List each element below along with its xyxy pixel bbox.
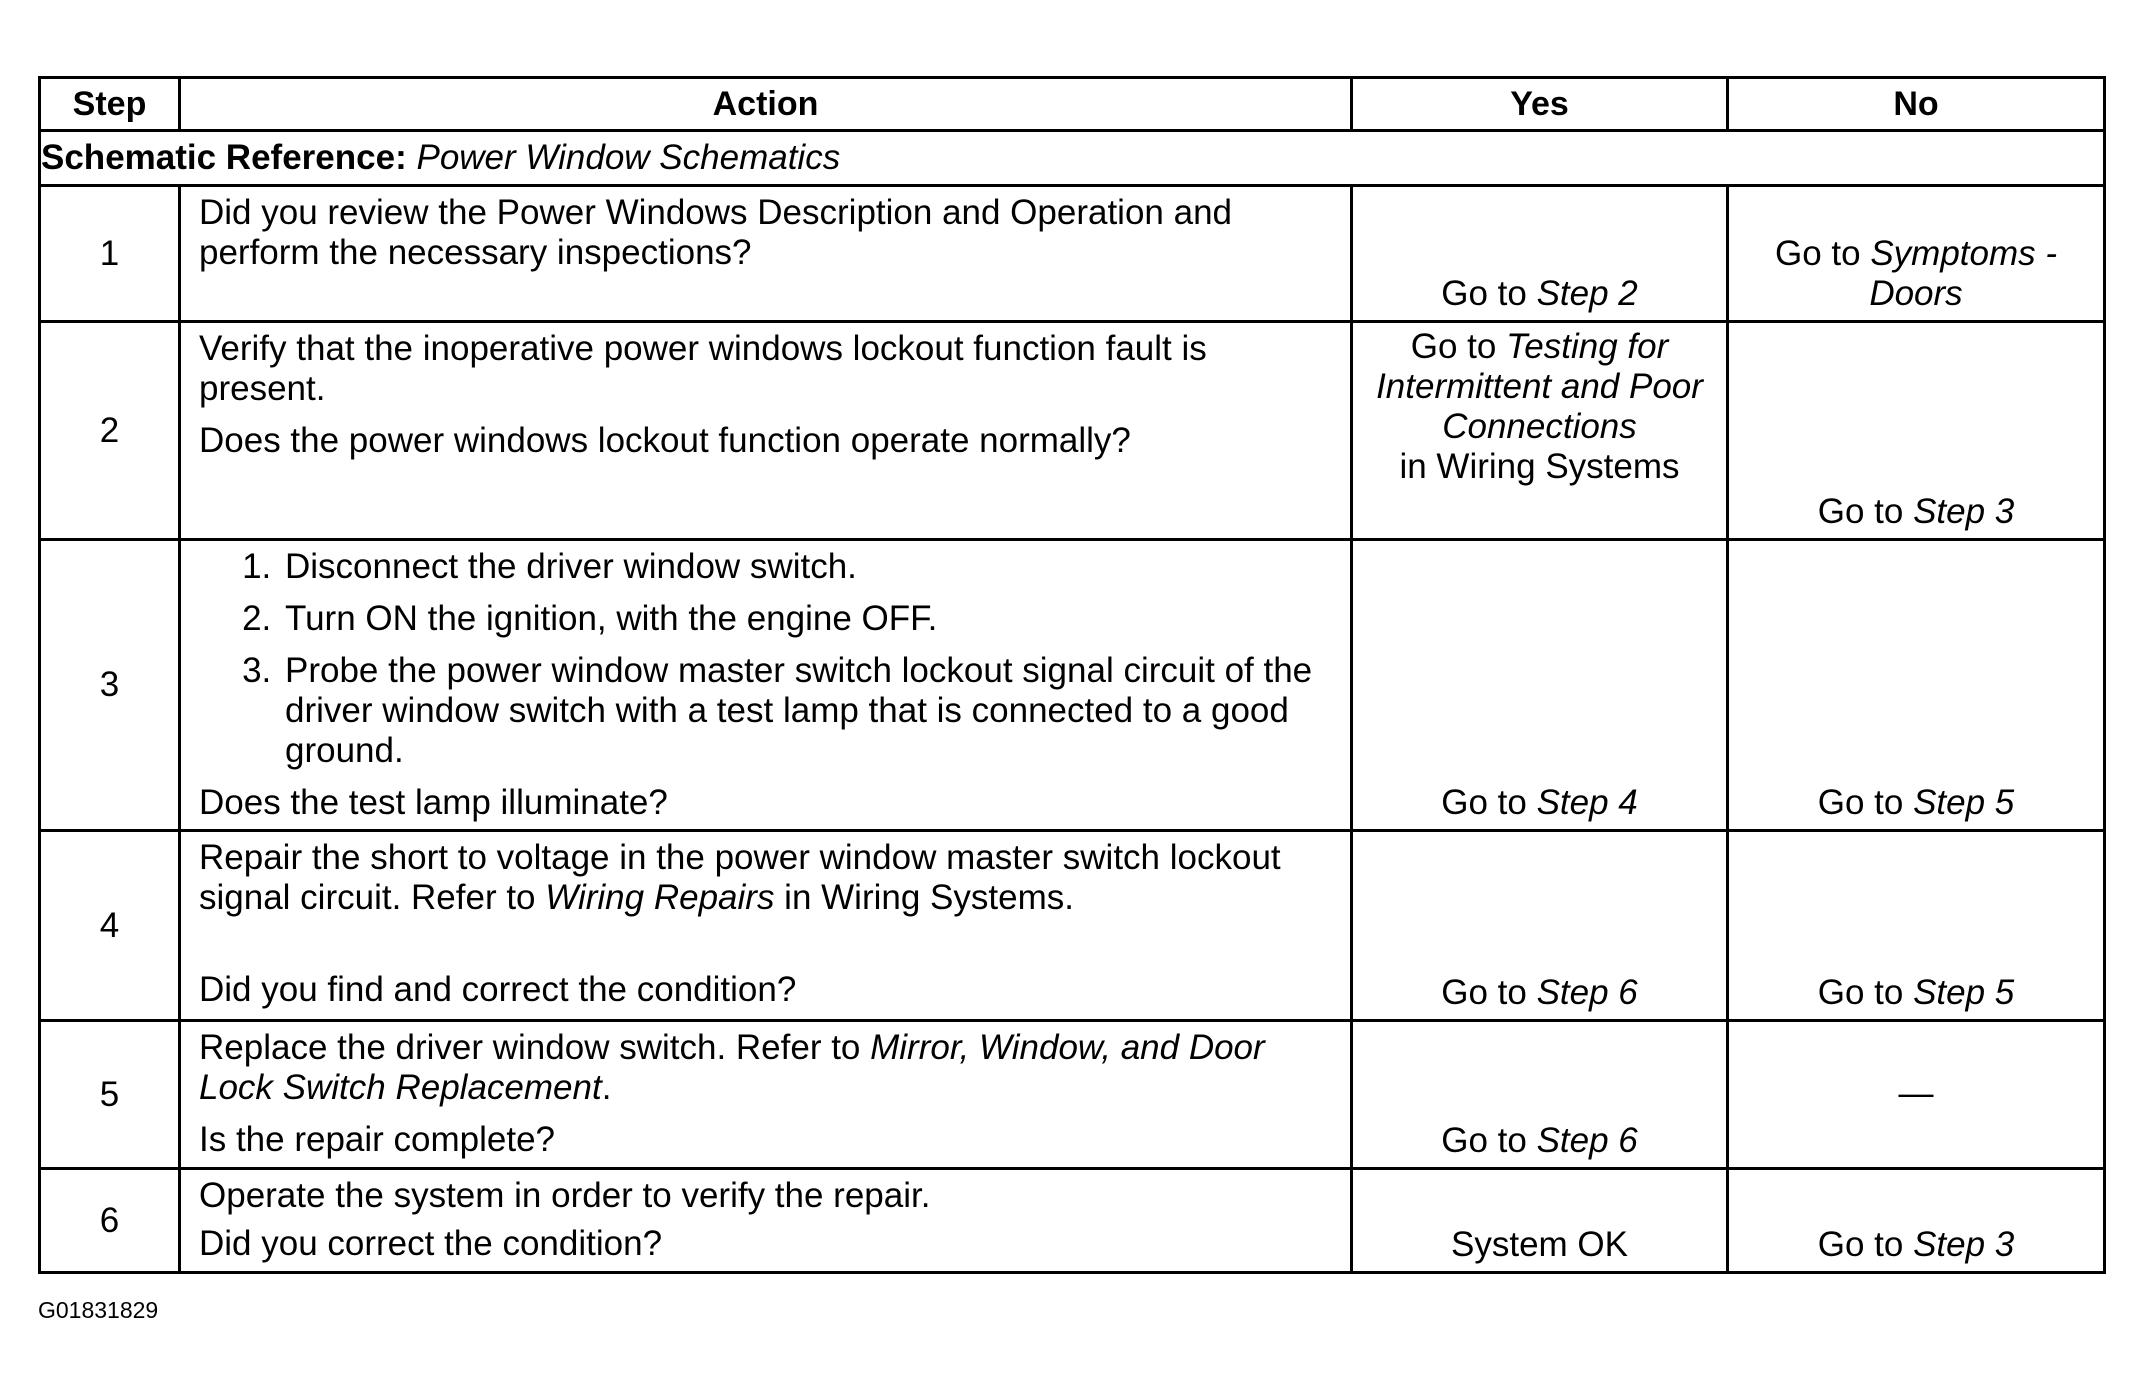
header-row	[40, 78, 2105, 131]
yes-link[interactable]: Step 6	[1536, 973, 1638, 1012]
action-text-a: Repair the short to voltage in the power window master switch lockout signal circuit. Refer to	[199, 838, 1281, 917]
no-link[interactable]: Step 5	[1913, 973, 2015, 1012]
action-question: Does the power windows lockout function operate normally?	[199, 421, 1131, 460]
action-cell	[180, 540, 1352, 831]
yes-cell	[1352, 186, 1728, 322]
step-number: 5	[40, 1021, 180, 1169]
schematic-reference-row	[40, 131, 2105, 186]
yes-prefix: Go to	[1441, 973, 1537, 1012]
yes-link[interactable]: Step 2	[1536, 274, 1638, 313]
no-cell	[1728, 186, 2105, 322]
yes-cell	[1352, 322, 1728, 540]
no-cell	[1728, 831, 2105, 1021]
table-row-step-6	[40, 1169, 2105, 1273]
table-row-step-1	[40, 186, 2105, 322]
table-row-step-4	[40, 831, 2105, 1021]
no-link[interactable]: Step 3	[1913, 492, 2015, 531]
yes-prefix: Go to	[1441, 1121, 1537, 1160]
action-question: Is the repair complete?	[199, 1120, 556, 1159]
action-question: Did you correct the condition?	[199, 1224, 663, 1263]
header-action: Action	[180, 78, 1352, 131]
table-row-step-2	[40, 322, 2105, 540]
action-text-b: in Wiring Systems.	[774, 878, 1074, 917]
no-prefix: Go to	[1817, 492, 1914, 531]
schematic-reference-link[interactable]: Power Window Schematics	[416, 138, 841, 177]
yes-link[interactable]: Testing for Intermittent and Poor Connections	[1376, 327, 1703, 446]
yes-link[interactable]: Step 4	[1536, 783, 1638, 822]
action-text	[199, 838, 1334, 918]
no-link[interactable]: Step 5	[1913, 783, 2015, 822]
no-cell	[1728, 322, 2105, 540]
header-step: Step	[40, 78, 180, 131]
action-text: Operate the system in order to verify the repair.	[199, 1176, 931, 1215]
yes-cell	[1352, 831, 1728, 1021]
header-yes: Yes	[1352, 78, 1728, 131]
action-cell	[180, 186, 1352, 322]
substep-list	[199, 547, 1334, 771]
yes-cell	[1352, 1021, 1728, 1169]
yes-prefix: Go to	[1441, 274, 1537, 313]
step-number: 2	[40, 322, 180, 540]
yes-cell	[1352, 540, 1728, 831]
substep-item: 2. Turn ON the ignition, with the engine OFF.	[281, 599, 1334, 639]
yes-prefix: Go to	[1410, 327, 1507, 366]
action-link[interactable]: Mirror, Window, and Door Lock Switch Replacement	[199, 1028, 1265, 1107]
table-row-step-5	[40, 1021, 2105, 1169]
no-prefix: Go to	[1817, 973, 1914, 1012]
diagnostic-table	[38, 76, 2106, 1274]
no-dash: —	[1898, 1073, 1934, 1113]
action-question: Did you find and correct the condition?	[199, 970, 797, 1009]
schematic-reference-label: Schematic Reference:	[41, 138, 407, 177]
action-question: Does the test lamp illuminate?	[199, 783, 668, 822]
no-prefix: Go to	[1817, 783, 1914, 822]
schematic-reference	[40, 131, 2105, 186]
action-cell	[180, 1169, 1352, 1273]
no-cell	[1728, 1021, 2105, 1169]
yes-text: System OK	[1451, 1225, 1628, 1264]
no-link[interactable]: Symptoms - Doors	[1869, 234, 2058, 313]
action-text	[199, 1028, 1334, 1108]
header-no: No	[1728, 78, 2105, 131]
step-number: 4	[40, 831, 180, 1021]
action-link[interactable]: Wiring Repairs	[545, 878, 775, 917]
action-text: Did you review the Power Windows Description and Operation and perform the necessary inspections?	[199, 193, 1233, 272]
substep-item: 3. Probe the power window master switch lockout signal circuit of the driver window switch with a test lamp that is connected to a good ground.	[281, 651, 1334, 771]
substep-item: 1. Disconnect the driver window switch.	[281, 547, 1334, 587]
no-prefix: Go to	[1774, 234, 1871, 273]
action-text-b: .	[601, 1068, 612, 1107]
step-number: 1	[40, 186, 180, 322]
no-link[interactable]: Step 3	[1913, 1225, 2015, 1264]
step-number: 3	[40, 540, 180, 831]
step-number: 6	[40, 1169, 180, 1273]
no-cell	[1728, 1169, 2105, 1273]
action-cell	[180, 831, 1352, 1021]
yes-cell	[1352, 1169, 1728, 1273]
yes-link[interactable]: Step 6	[1536, 1121, 1638, 1160]
table-row-step-3	[40, 540, 2105, 831]
no-prefix: Go to	[1817, 1225, 1914, 1264]
action-cell	[180, 1021, 1352, 1169]
action-text: Verify that the inoperative power windows lockout function fault is present.	[199, 329, 1207, 408]
action-cell	[180, 322, 1352, 540]
figure-id: G01831829	[38, 1297, 159, 1323]
no-cell	[1728, 540, 2105, 831]
action-text-a: Replace the driver window switch. Refer to	[199, 1028, 871, 1067]
yes-prefix: Go to	[1441, 783, 1537, 822]
yes-suffix: in Wiring Systems	[1399, 447, 1680, 486]
